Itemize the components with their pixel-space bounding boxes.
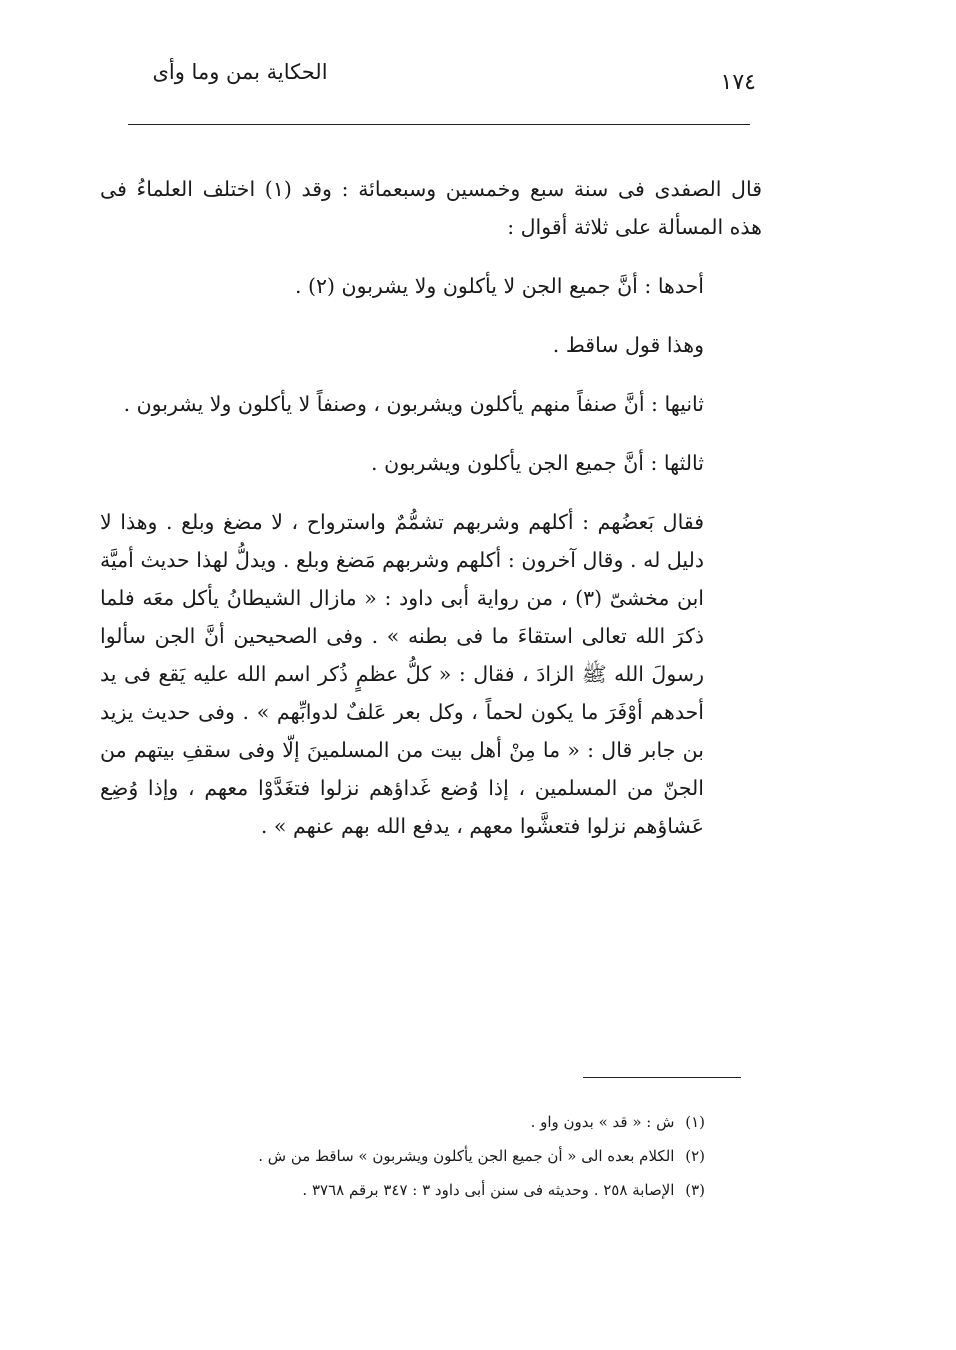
footnote-text: الكلام بعده الى « أن جميع الجن يأكلون ويشربون » ساقط من ش . [258, 1147, 675, 1165]
footnote-text: الإصابة ٢٥٨ . وحديثه فى سنن أبى داود ٣ : ٣٤٧ برقم ٣٧٦٨ . [302, 1181, 675, 1199]
page-number: ١٧٤ [720, 70, 756, 95]
footnote-rule [583, 1077, 741, 1078]
paragraph-rebuttal: وهذا قول ساقط . [552, 333, 704, 357]
paragraph-first-opinion: أحدها : أنَّ جميع الجن لا يأكلون ولا يشربون (٢) . [294, 274, 704, 298]
footnote-1 [150, 1105, 705, 1139]
footnote-number: (٢) [685, 1147, 705, 1165]
footnote-number: (٣) [685, 1181, 705, 1199]
paragraph-discussion: فقال بَعضُهم : أكلهم وشربهم تشمُّمٌ واسترواح ، لا مضغ وبلع . وهذا لا دليل له . وقال آخرون : أكلهم وشربهم مَضغ وبلع . ويدلُّ لهذا حديث أميَّة ابن مخشىّ (٣) ، من رواية أبى داود : « مازال الشيطانُ يأكل معَه فلما ذكرَ الله تعالى استقاءَ ما فى بطنه » . وفى الصحيحين أنَّ الجن سألوا رسولَ الله ﷺ الزادَ ، فقال : « كلُّ عظمٍ ذُكر اسم الله عليه يَقع فى يد أحدهم أوْفَرَ ما يكون لحماً ، وكل بعر عَلفٌ لدوابِّهم » . وفى حديث يزيد بن جابر قال : « ما مِنْ أهل بيت من المسلمينَ إلّا وفى سقفِ بيتهم من الجنّ من المسلمين ، إذا وُضع غَداؤهم نزلوا فتغَدَّوْا معهم ، وإذا وُضِع عَشاؤهم نزلوا فتعشَّوا معهم ، يدفع الله بهم عنهم » . [100, 510, 704, 838]
header-rule [128, 124, 750, 125]
body-text [100, 170, 762, 845]
footnote-3 [150, 1173, 705, 1207]
footnote-text: ش : « قد » بدون واو . [530, 1113, 675, 1131]
footnote-2 [150, 1139, 705, 1173]
paragraph-intro: قال الصفدى فى سنة سبع وخمسين وسبعمائة : وقد (١) اختلف العلماءُ فى هذه المسألة على ثلاثة أقوال : [100, 177, 762, 239]
paragraph-second-opinion: ثانيها : أنَّ صنفاً منهم يأكلون ويشربون ، وصنفاً لا يأكلون ولا يشربون . [123, 392, 704, 416]
footnote-number: (١) [685, 1113, 705, 1131]
footnotes [150, 1105, 705, 1207]
running-title: الحكاية بمن وما وأى [152, 60, 328, 84]
paragraph-third-opinion: ثالثها : أنَّ جميع الجن يأكلون ويشربون . [371, 451, 704, 475]
